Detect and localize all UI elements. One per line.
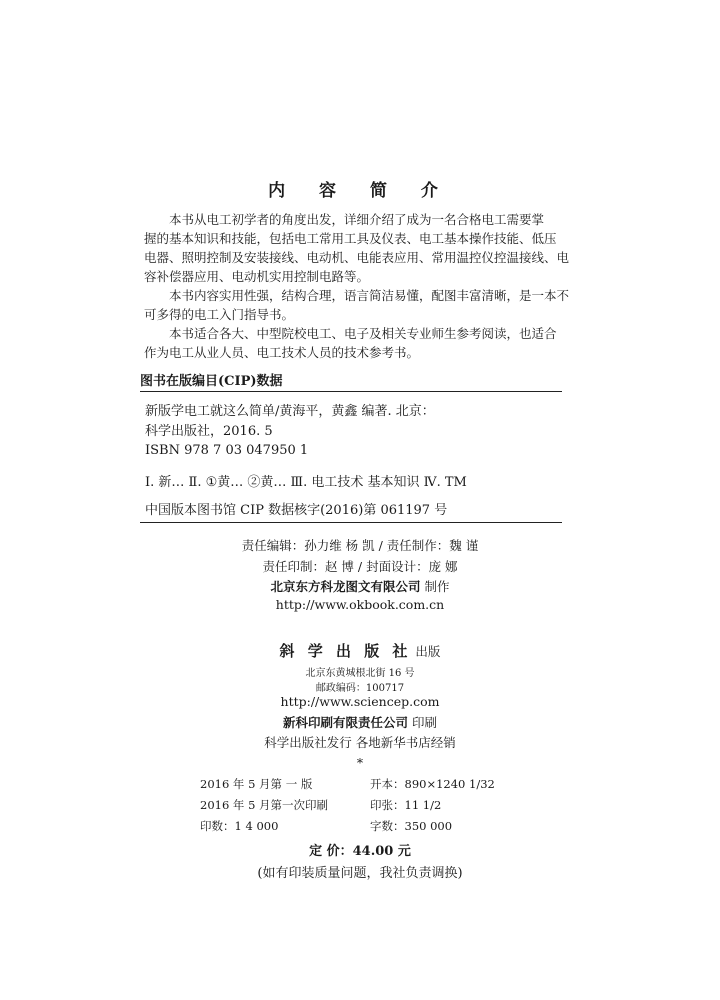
intro-line: 可多得的电工入门指导书。 [144, 307, 295, 322]
separator-star: * [356, 755, 364, 770]
printer-name: 新科印刷有限责任公司 [282, 715, 408, 730]
intro-line: 容补偿器应用、电动机实用控制电路等。 [144, 269, 370, 284]
publisher-line [0, 640, 720, 661]
words-info: 字数：350 000 [370, 819, 453, 833]
print-credits: 责任印制：赵 博 / 封面设计：庞 娜 [262, 559, 458, 574]
intro-line: 电器、照明控制及安装接线、电动机、电能表应用、常用温控仪控温接线、电 [144, 250, 570, 265]
page-title: 内 容 简 介 [268, 181, 452, 201]
printer-line [0, 713, 720, 731]
cip-line: 新版学电工就这么简单/黄海平，黄鑫 编著. 北京： [145, 404, 435, 419]
intro-line: 作为电工从业人员、电工技术人员的技术参考书。 [144, 345, 420, 360]
publisher-name: 斜 学 出 版 社 [279, 642, 412, 660]
copies-info: 印数：1 4 000 [200, 819, 279, 833]
printer-role: 印刷 [411, 715, 437, 730]
publisher-url: http://www.sciencep.com [280, 694, 440, 709]
price: 定 价：44.00 元 [309, 844, 411, 859]
printing-info: 2016 年 5 月第一次印刷 [200, 798, 329, 812]
editor-credits: 责任编辑：孙力维 杨 凯 / 责任制作：魏 谨 [241, 538, 479, 553]
distribution-line: 科学出版社发行 各地新华书店经销 [264, 735, 456, 750]
intro-line: 握的基本知识和技能，包括电工常用工具及仪表、电工基本操作技能、低压 [144, 231, 557, 246]
publisher-postcode: 邮政编码：100717 [315, 683, 405, 694]
cip-bottom-divider [140, 522, 562, 523]
sheets-info: 印张：11 1/2 [370, 798, 442, 812]
cip-top-divider [140, 391, 562, 392]
producer-url: http://www.okbook.com.cn [275, 597, 445, 612]
producer-line [0, 577, 720, 595]
cip-line: 中国版本图书馆 CIP 数据核字(2016)第 061197 号 [145, 503, 448, 518]
edition-info: 2016 年 5 月第 一 版 [200, 777, 313, 791]
producer-role: 制作 [424, 579, 450, 594]
cip-line: 科学出版社，2016. 5 [145, 424, 273, 439]
cip-line: ISBN 978 7 03 047950 1 [145, 443, 309, 458]
producer-name: 北京东方科龙图文有限公司 [270, 579, 421, 594]
cip-heading: 图书在版编目(CIP)数据 [140, 374, 283, 389]
cip-line: Ⅰ. 新… Ⅱ. ①黄… ②黄… Ⅲ. 电工技术 基本知识 Ⅳ. TM [145, 475, 467, 490]
intro-text [144, 210, 570, 362]
intro-line: 本书内容实用性强，结构合理，语言简洁易懂，配图丰富清晰，是一本不 [169, 288, 570, 303]
format-info: 开本：890×1240 1/32 [370, 777, 495, 791]
quality-note: (如有印装质量问题，我社负责调换) [257, 866, 463, 881]
publisher-address: 北京东黄城根北街 16 号 [305, 668, 415, 679]
intro-line: 本书适合各大、中型院校电工、电子及相关专业师生参考阅读，也适合 [169, 326, 557, 341]
publisher-role: 出版 [415, 644, 441, 659]
intro-line: 本书从电工初学者的角度出发，详细介绍了成为一名合格电工需要掌 [169, 212, 545, 227]
